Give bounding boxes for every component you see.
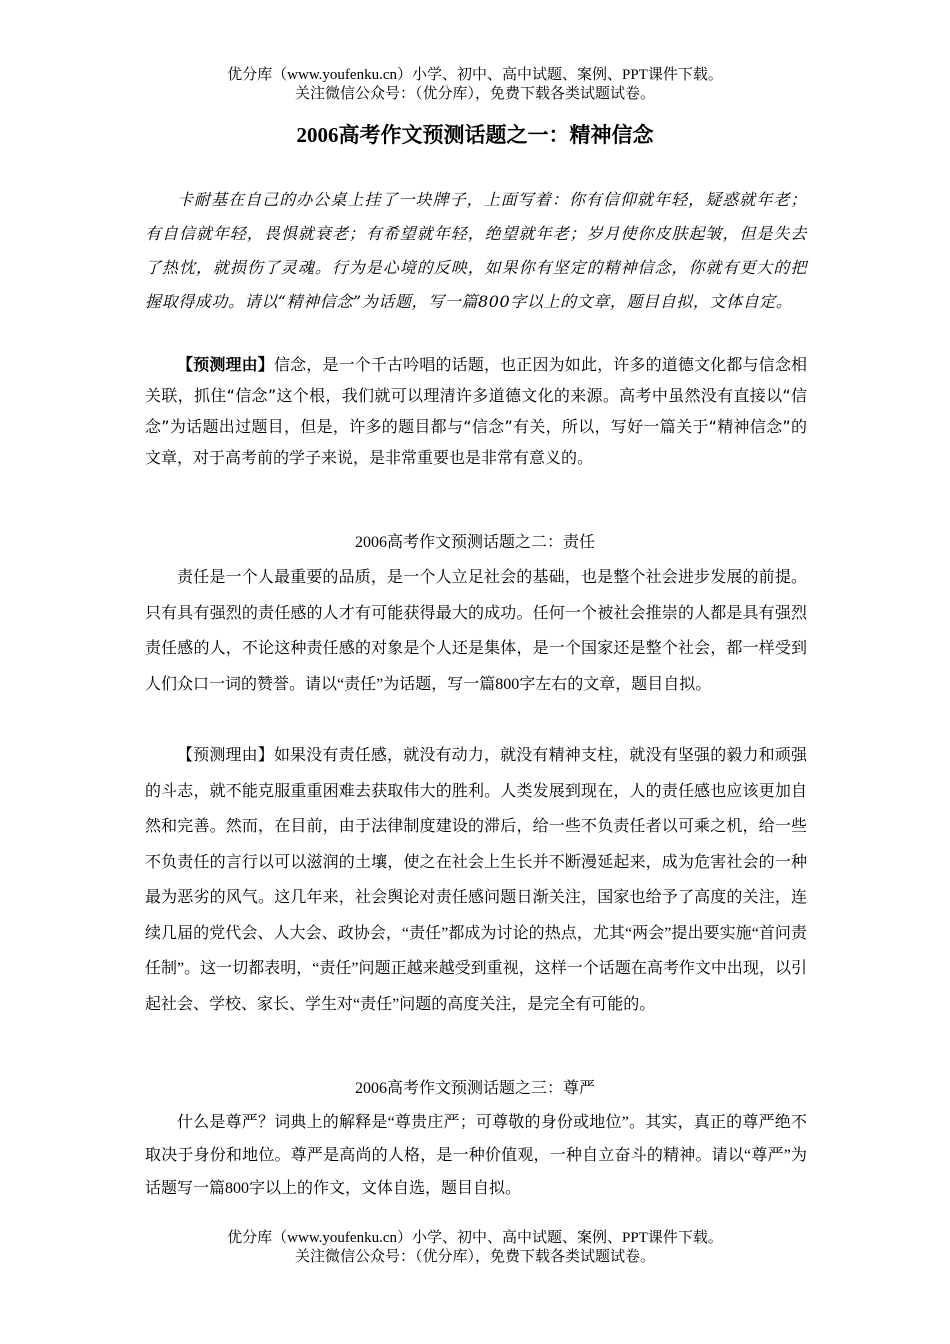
topic2-reason — [145, 738, 807, 1022]
topic2-prompt-text: 责任是一个人最重要的品质，是一个人立足社会的基础，也是整个社会进步发展的前提。只有具有强烈的责任感的人才有可能获得最大的成功。任何一个被社会推崇的人都是具有强烈责任感的人，不论这种责任感的对象是个人还是集体，是一个国家还是整个社会，都一样受到人们众口一词的赞誉。请以“责任”为话题，写一篇800字左右的文章，题目自拟。 — [145, 569, 807, 693]
topic3-title: 2006高考作文预测话题之三：尊严 — [354, 1080, 595, 1097]
footer-line-1: 优分库（www.youfenku.cn）小学、初中、高中试题、案例、PPT课件下载。 — [227, 1230, 723, 1246]
topic1-reason-label: 【预测理由】 — [177, 355, 274, 374]
topic1-prompt — [145, 183, 807, 319]
topic1-reason — [145, 349, 807, 473]
topic1-prompt-text: 卡耐基在自己的办公桌上挂了一块牌子，上面写着：你有信仰就年轻，疑惑就年老；有自信就年轻，畏惧就衰老；有希望就年轻，绝望就年老；岁月使你皮肤起皱，但是失去了热忱，就损伤了灵魂。行为是心境的反映，如果你有坚定的精神信念，你就有更大的把握取得成功。请以“精神信念”为话题，写一篇800字以上的文章，题目自拟，文体自定。 — [145, 190, 807, 311]
topic3-prompt — [145, 1106, 807, 1205]
topic1-reason-text: 信念，是一个千古吟唱的话题，也正因为如此，许多的道德文化都与信念相关联，抓住“信念”这个根，我们就可以理清许多道德文化的来源。高考中虽然没有直接以“信念”为话题出过题目，但是，许多的题目都与“信念”有关，所以，写好一篇关于“精神信念”的文章，对于高考前的学子来说，是非常重要也是非常有意义的。 — [145, 355, 807, 467]
page-footer — [0, 1229, 950, 1267]
topic2-reason-text: 【预测理由】如果没有责任感，就没有动力，就没有精神支柱，就没有坚强的毅力和顽强的斗志，就不能克服重重困难去获取伟大的胜利。人类发展到现在，人的责任感也应该更加自然和完善。然而，在目前，由于法律制度建设的滞后，给一些不负责任者以可乘之机，给一些不负责任的言行以可以滋润的土壤，使之在社会上生长并不断漫延起来，成为危害社会的一种最为恶劣的风气。这几年来，社会舆论对责任感问题日渐关注，国家也给予了高度的关注，连续几届的党代会、人大会、政协会，“责任”都成为讨论的热点，尤其“两会”提出要实施“首问责任制”。这一切都表明，“责任”问题正越来越受到重视，这样一个话题在高考作文中出现，以引起社会、学校、家长、学生对“责任”问题的高度关注，是完全有可能的。 — [145, 747, 807, 1013]
page-header — [0, 66, 950, 104]
topic1-reason-paragraph — [145, 349, 807, 473]
topic2-prompt — [145, 560, 807, 702]
header-line-2: 关注微信公众号：（优分库），免费下载各类试题试卷。 — [294, 86, 655, 102]
footer-line-2: 关注微信公众号：（优分库），免费下载各类试题试卷。 — [294, 1249, 655, 1265]
document-title: 2006高考作文预测话题之一：精神信念 — [296, 123, 654, 147]
topic2-title: 2006高考作文预测话题之二：责任 — [354, 534, 595, 551]
topic3-prompt-text: 什么是尊严？词典上的解释是“尊贵庄严；可尊敬的身份或地位”。其实，真正的尊严绝不取决于身份和地位。尊严是高尚的人格，是一种价值观，一种自立奋斗的精神。请以“尊严”为话题写一篇800字以上的作文，文体自选，题目自拟。 — [145, 1114, 807, 1197]
header-line-1: 优分库（www.youfenku.cn）小学、初中、高中试题、案例、PPT课件下载。 — [227, 67, 723, 83]
